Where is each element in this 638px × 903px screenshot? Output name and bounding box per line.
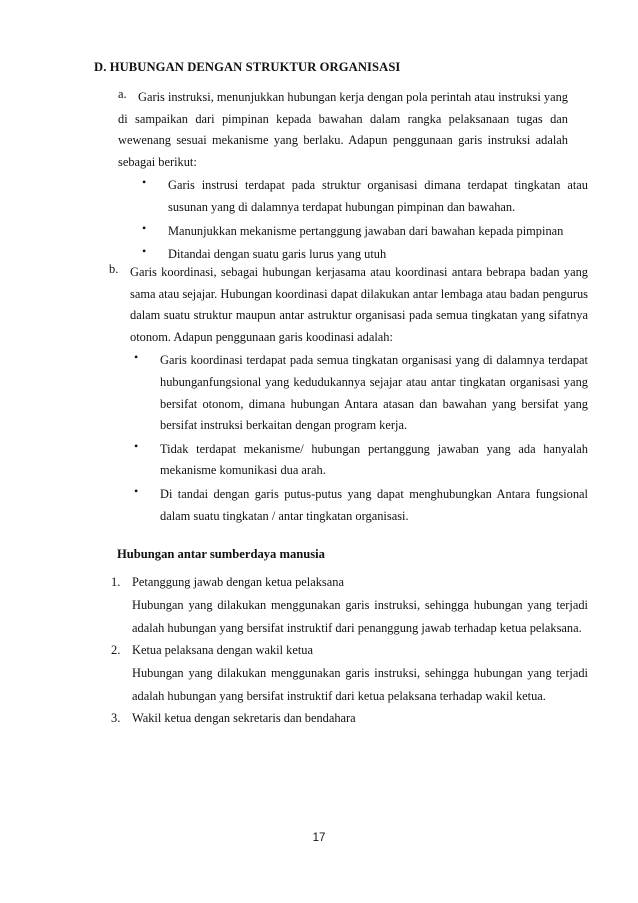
item-description: Hubungan yang dilakukan menggunakan garis instruksi, sehingga hubungan yang terjadi adalah hubungan yang bersifat instruktif dari ketua pelaksana terhadap wakil ketua. bbox=[132, 665, 588, 703]
list-item-a bbox=[94, 87, 588, 268]
item-number: 3. bbox=[111, 711, 121, 725]
bullet-item bbox=[130, 439, 588, 482]
item-b-bullet-list bbox=[130, 350, 588, 527]
bullet-icon: • bbox=[134, 438, 139, 453]
bullet-icon: • bbox=[142, 244, 147, 259]
bullet-text: Di tandai dengan garis putus-putus yang dapat menghubungkan Antara fungsional dalam suatu tingkatan / antar tingkatan organisasi. bbox=[160, 486, 588, 523]
item-title: Wakil ketua dengan sekretaris dan bendahara bbox=[132, 711, 356, 725]
item-title: Petanggung jawab dengan ketua pelaksana bbox=[132, 575, 344, 589]
item-number: 2. bbox=[111, 643, 121, 657]
bullet-text: Ditandai dengan suatu garis lurus yang utuh bbox=[168, 247, 387, 262]
bullet-icon: • bbox=[134, 483, 139, 498]
list-item-b bbox=[94, 262, 588, 529]
item-number: 1. bbox=[111, 575, 121, 589]
item-a-bullet-list bbox=[138, 175, 588, 265]
bullet-item bbox=[130, 350, 588, 436]
bullet-item bbox=[130, 484, 588, 527]
bullet-text: Tidak terdapat mekanisme/ hubungan pertanggung jawaban yang ada hanyalah mekanisme komunikasi dua arah. bbox=[160, 441, 588, 478]
bullet-icon: • bbox=[142, 220, 147, 235]
numbered-item bbox=[94, 572, 588, 640]
item-b-text: Garis koordinasi, sebagai hubungan kerjasama atau koordinasi antara bebrapa badan yang sama atau sejajar. Hubungan koordinasi dapat dilakukan antar lembaga atau badan pengurus dalam suatu struktur maupun antar astruktur organisasi pada semua tingkatan yang sifatnya otonom. Adapun penggunaan garis koodinasi adalah: bbox=[130, 265, 588, 344]
bullet-text: Manunjukkan mekanisme pertanggung jawaban dari bawahan kepada pimpinan bbox=[168, 223, 564, 238]
bullet-item bbox=[138, 221, 588, 243]
item-marker-a: a. bbox=[118, 87, 127, 101]
item-title: Ketua pelaksana dengan wakil ketua bbox=[132, 643, 313, 657]
item-a-text: Garis instruksi, menunjukkan hubungan kerja dengan pola perintah atau instruksi yang di sampaikan dari pimpinan kepada bawahan dalam rangka pelaksanaan tugas dan wewenang sesuai mekanisme yang berlaku. Adapun penggunaan garis instruksi adalah sebagai berikut: bbox=[118, 90, 568, 169]
numbered-item bbox=[94, 640, 588, 708]
section-heading: D. HUBUNGAN DENGAN STRUKTUR ORGANISASI bbox=[94, 60, 401, 74]
subsection-heading: Hubungan antar sumberdaya manusia bbox=[117, 547, 325, 561]
page-number: 17 bbox=[312, 832, 326, 844]
item-description: Hubungan yang dilakukan menggunakan garis instruksi, sehingga hubungan yang terjadi adalah hubungan yang bersifat instruktif dari penanggung jawab terhadap ketua pelaksana. bbox=[132, 597, 588, 635]
bullet-item bbox=[138, 175, 588, 218]
numbered-item bbox=[94, 708, 588, 730]
bullet-text: Garis koordinasi terdapat pada semua tingkatan organisasi yang di dalamnya terdapat hubunganfungsional yang kedudukannya sejajar atau antar tingkatan organisasi yang bersifat otonom, dimana hubungan Antara atasan dan bawahan yang bersifat yang bersifat instruksi berkaitan dengan program kerja. bbox=[160, 353, 588, 433]
bullet-icon: • bbox=[142, 175, 147, 190]
numbered-list bbox=[94, 572, 588, 730]
bullet-text: Garis instrusi terdapat pada struktur organisasi dimana terdapat tingkatan atau susunan yang di dalamnya terdapat hubungan pimpinan dan bawahan. bbox=[168, 178, 588, 214]
bullet-icon: • bbox=[134, 350, 139, 365]
item-marker-b: b. bbox=[109, 262, 119, 276]
